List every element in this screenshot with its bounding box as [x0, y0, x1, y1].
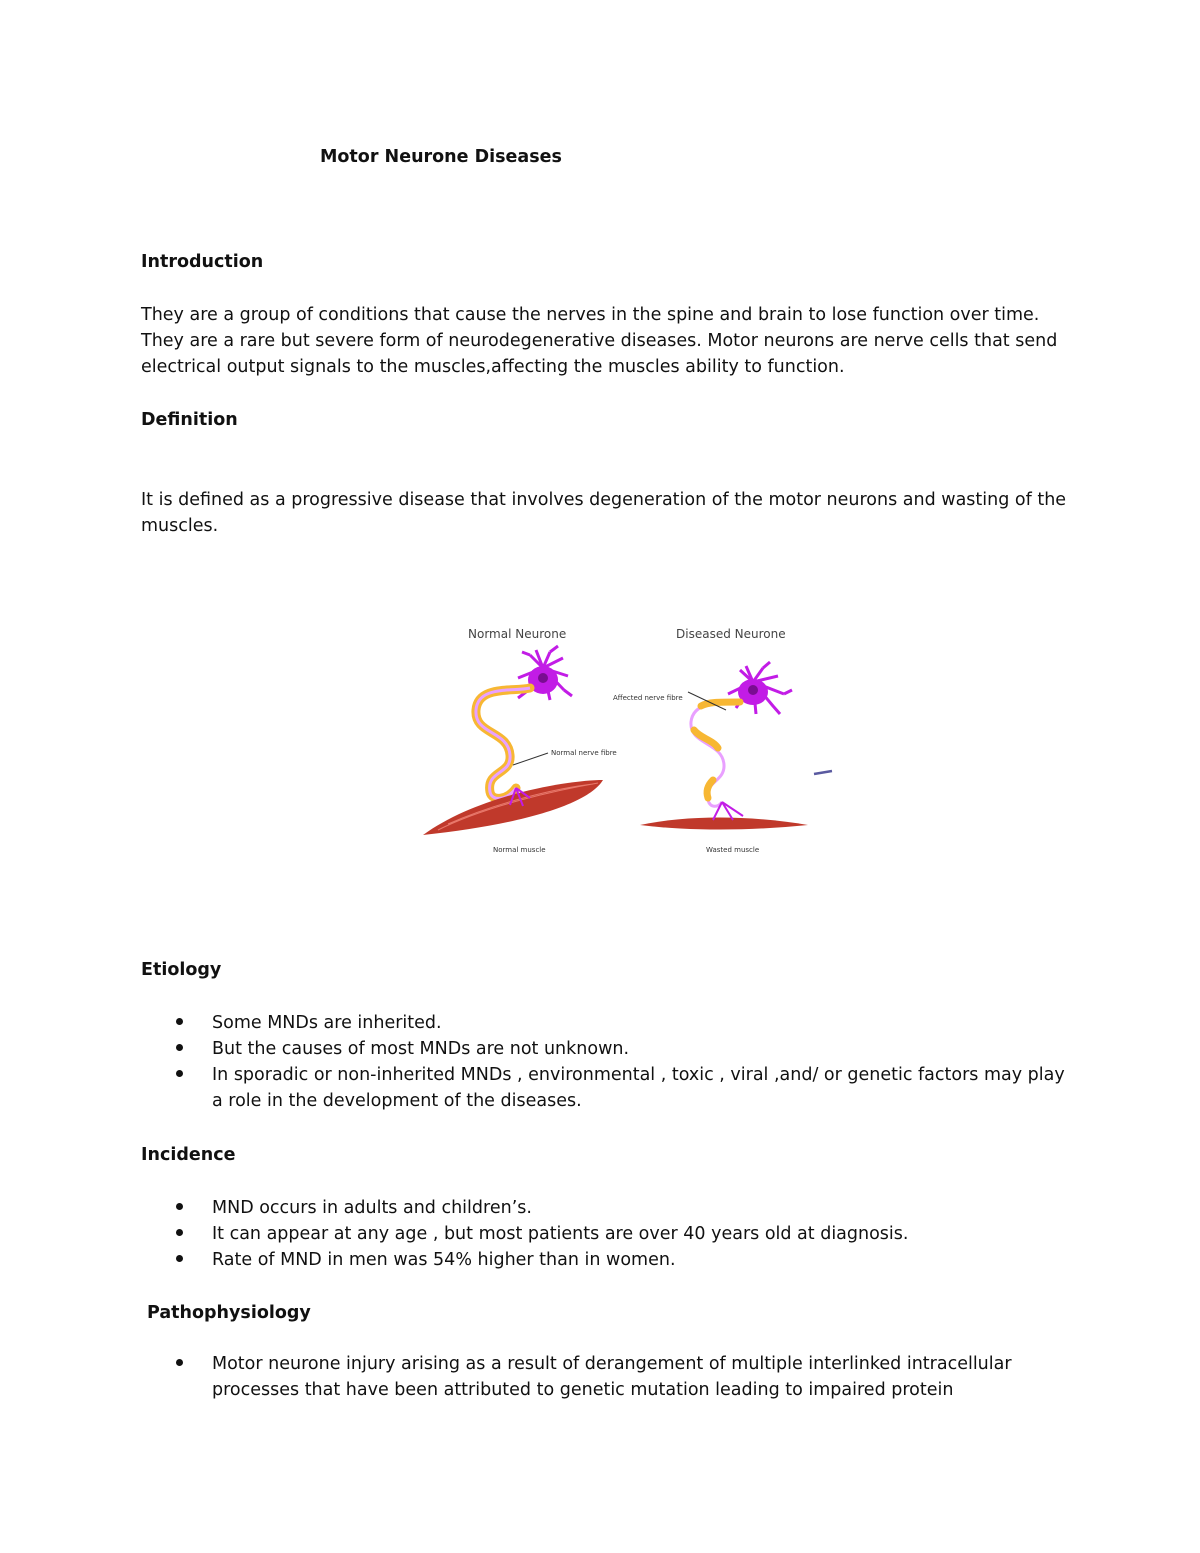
pathophysiology-item: Motor neurone injury arising as a result of derangement of multiple interlinked intracellular — [212, 1354, 1012, 1374]
introduction-line: They are a rare but severe form of neurodegenerative diseases. Motor neurons are nerve cells that send — [141, 331, 1058, 351]
bullet-icon — [176, 1359, 183, 1366]
bullet-icon — [176, 1203, 183, 1210]
neurone-comparison-figure — [418, 610, 838, 860]
wasted-muscle-label: Wasted muscle — [706, 846, 760, 854]
incidence-item: Rate of MND in men was 54% higher than in women. — [212, 1250, 676, 1270]
introduction-heading: Introduction — [141, 252, 264, 272]
incidence-item: MND occurs in adults and children’s. — [212, 1198, 532, 1218]
definition-line: muscles. — [141, 516, 219, 536]
incidence-heading: Incidence — [141, 1145, 236, 1165]
wasted-muscle — [640, 818, 808, 830]
incidence-item: It can appear at any age , but most patients are over 40 years old at diagnosis. — [212, 1224, 909, 1244]
page-title: Motor Neurone Diseases — [320, 147, 562, 167]
etiology-item: But the causes of most MNDs are not unknown. — [212, 1039, 630, 1059]
diseased-neurone-title: Diseased Neurone — [676, 627, 786, 641]
bullet-icon — [176, 1018, 183, 1025]
affected-nerve-fibre — [691, 702, 740, 806]
pathophysiology-heading: Pathophysiology — [147, 1303, 311, 1323]
definition-line: It is defined as a progressive disease that involves degeneration of the motor neurons and wasting of the — [141, 490, 1067, 510]
bullet-icon — [176, 1044, 183, 1051]
introduction-line: electrical output signals to the muscles,affecting the muscles ability to function. — [141, 357, 845, 377]
normal-muscle-label: Normal muscle — [493, 846, 546, 854]
bullet-icon — [176, 1255, 183, 1262]
etiology-heading: Etiology — [141, 960, 222, 980]
bullet-icon — [176, 1229, 183, 1236]
normal-nerve-fibre — [476, 688, 530, 798]
etiology-item: Some MNDs are inherited. — [212, 1013, 442, 1033]
pathophysiology-item-continued: processes that have been attributed to genetic mutation leading to impaired protein — [212, 1380, 954, 1400]
introduction-line: They are a group of conditions that cause the nerves in the spine and brain to lose function over time. — [141, 305, 1040, 325]
etiology-item: In sporadic or non-inherited MNDs , environmental , toxic , viral ,and/ or genetic factors may play — [212, 1065, 1065, 1085]
stray-mark — [814, 771, 832, 774]
etiology-item-continued: a role in the development of the diseases. — [212, 1091, 582, 1111]
normal-fibre-label: Normal nerve fibre — [551, 749, 617, 757]
normal-neurone-title: Normal Neurone — [468, 627, 567, 641]
bullet-icon — [176, 1070, 183, 1077]
diseased-cell-body — [728, 662, 792, 714]
definition-heading: Definition — [141, 410, 238, 430]
affected-fibre-label: Affected nerve fibre — [613, 694, 683, 702]
